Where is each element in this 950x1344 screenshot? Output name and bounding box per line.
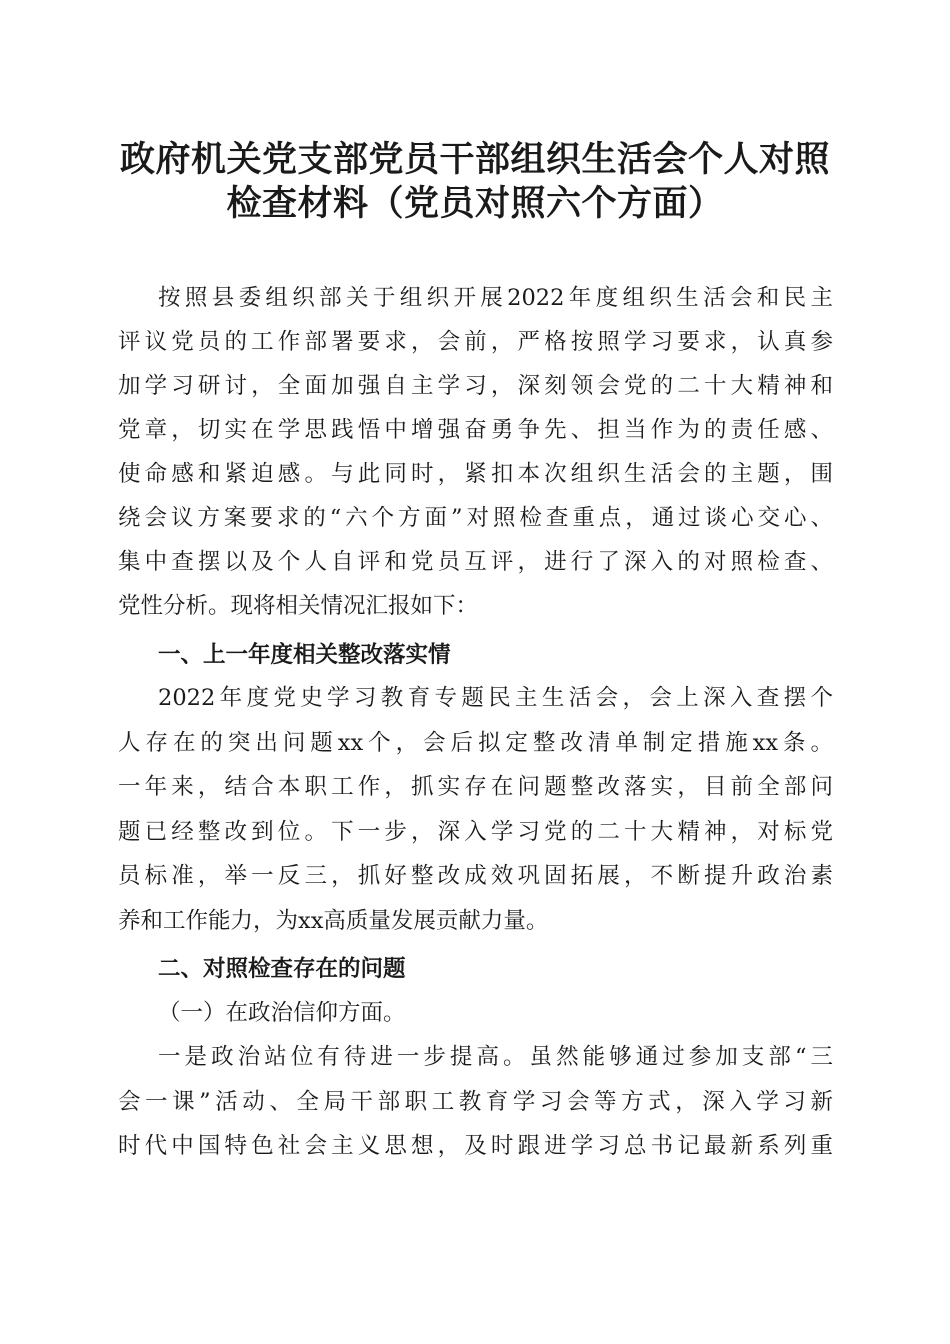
document-title-line-2: 检查材料（党员对照六个方面） (226, 183, 724, 224)
section-1-line: 员标准，举一反三，抓好整改成效巩固拓展，不断提升政治素 (118, 863, 833, 889)
intro-line: 按照县委组织部关于组织开展2022年度组织生活会和民主 (158, 285, 833, 311)
intro-line: 加学习研讨，全面加强自主学习，深刻领会党的二十大精神和 (118, 373, 833, 399)
subsection-1-line: 一是政治站位有待进一步提高。虽然能够通过参加支部“三 (158, 1044, 833, 1070)
section-1-line: 养和工作能力，为xx高质量发展贡献力量。 (118, 908, 549, 934)
section-1-heading: 一、上一年度相关整改落实情 (158, 642, 451, 668)
intro-line: 绕会议方案要求的“六个方面”对照检查重点，通过谈心交心、 (118, 505, 833, 531)
section-1-line: 人存在的突出问题xx个，会后拟定整改清单制定措施xx条。 (118, 730, 833, 756)
subsection-1-line: 时代中国特色社会主义思想，及时跟进学习总书记最新系列重 (118, 1133, 833, 1159)
section-1-line: 题已经整改到位。下一步，深入学习党的二十大精神，对标党 (118, 819, 833, 845)
intro-line: 使命感和紧迫感。与此同时，紧扣本次组织生活会的主题，围 (118, 461, 833, 487)
subsection-1-line: 会一课”活动、全局干部职工教育学习会等方式，深入学习新 (118, 1089, 833, 1115)
subsection-1-heading: （一）在政治信仰方面。 (158, 1000, 406, 1026)
section-1-line: 2022年度党史学习教育专题民主生活会，会上深入查摆个 (158, 685, 833, 711)
section-2-heading: 二、对照检查存在的问题 (158, 956, 406, 982)
intro-line: 评议党员的工作部署要求，会前，严格按照学习要求，认真参 (118, 329, 833, 355)
document-title-line-1: 政府机关党支部党员干部组织生活会个人对照 (119, 139, 830, 180)
intro-line: 集中查摆以及个人自评和党员互评，进行了深入的对照检查、 (118, 549, 833, 575)
intro-line: 党性分析。现将相关情况汇报如下： (118, 593, 479, 619)
intro-line: 党章，切实在学思践悟中增强奋勇争先、担当作为的责任感、 (118, 417, 833, 443)
section-1-line: 一年来，结合本职工作，抓实存在问题整改落实，目前全部问 (118, 774, 833, 800)
